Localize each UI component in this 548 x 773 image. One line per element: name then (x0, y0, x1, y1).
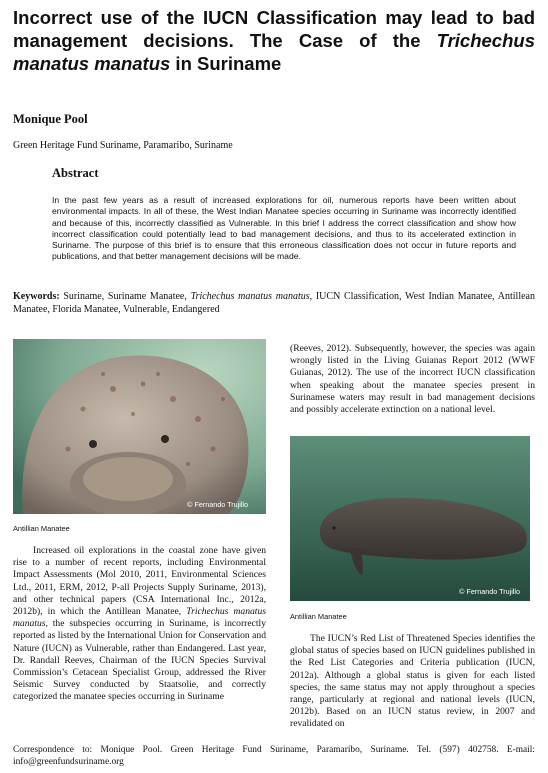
abstract-text: In the past few years as a result of increased explorations for oil, numerous reports have been written about environmental impacts. In all of these, the West Indian Manatee species occurring in Suriname was incorrectly identified and because of this, incorrectly classified as Vulnerable. In this brief I address the correct classification and show how incorrect classification could potentially lead to bad management decisions, and thus to its accelerated extinction in Suriname. The purpose of this brief is to ensure that this erroneous classification does not occur in future reports and publications, and that better management decisions will be made. (52, 195, 516, 262)
manatee-face-illustration (13, 339, 266, 514)
right-column-top-paragraph: (Reeves, 2012). Subsequently, however, the species was again wrongly listed in the Living Guianas Report 2012 (WWF Guianas, 2012). The use of the incorrect IUCN classification when speaking about the manatee species present in Surinamese waters may result in bad management decisions and possibly accelerate extinction on a national level. (290, 343, 535, 416)
manatee-photo-1 (13, 339, 266, 514)
left-column-paragraph (13, 545, 266, 704)
left-para-species: Trichechus manatus manatus (13, 606, 266, 630)
author-name: Monique Pool (13, 112, 88, 126)
photo-1-credit: © Fernando Trujillo (187, 500, 248, 509)
right-column-bottom-paragraph: The IUCN’s Red List of Threatened Species identifies the global status of species based on IUCN guidelines published in the Red List Categories and Criteria publication (IUCN, 2012a). Although a global status is given for each listed species, the same status may not apply throughout a species range, particularly at regional and national levels (IUCN, 2012b). Based on an IUCN status review, in 2007 and revalidated on (290, 633, 535, 730)
manatee-photo-2 (290, 436, 530, 601)
author-affiliation: Green Heritage Fund Suriname, Paramaribo, Suriname (13, 140, 233, 151)
left-para-start: Increased oil explorations in the coastal zone have given rise to a number of recent reports, including Environmental Impact Assessments (Mol 2010, 2011, Environmental Sciences Ltd., 2011, ERM, 2012, P-all Projects Supply Suriname, 2013), and other technical papers (CSA International Inc., 2012a, 2012b), in which the Antillean Manatee, (13, 545, 266, 618)
keywords (13, 291, 535, 316)
correspondence-footer: Correspondence to: Monique Pool. Green Heritage Fund Suriname, Paramaribo, Suriname. Tel. (597) 402758. E-mail: info@greenfundsuriname.org (13, 745, 535, 767)
figure-1-caption: Antillian Manatee (13, 524, 70, 533)
title-part-2: in Suriname (170, 53, 282, 74)
swimming-manatee-illustration (290, 436, 530, 601)
title-part-1: Incorrect use of the IUCN Classification may lead to bad management decisions. The Case of the (13, 7, 535, 51)
left-para-end: , the subspecies occurring in Suriname, is incorrectly reported as listed by the International Union for Conservation and Nature (IUCN) as Vulnerable, rather than Endangered. Last year, Dr. Randall Reeves, Chairman of the IUCN Species Survival Commission’s Cetacean Specialist Group, addressed the River Seismic Survey conducted by Staatsolie, and correctly categorized the manatee species occurring in Suriname (13, 618, 266, 703)
photo-2-credit: © Fernando Trujillo (459, 587, 520, 596)
keywords-before: Suriname, Suriname Manatee, (59, 291, 191, 302)
paper-title (13, 6, 535, 75)
keywords-after: , IUCN Classification, West Indian Manatee, Antillean Manatee, Florida Manatee, Vulnerable, Endangered (13, 291, 535, 315)
title-species: Trichechus manatus manatus (13, 30, 535, 74)
abstract-heading: Abstract (52, 166, 99, 180)
keywords-species: Trichechus manatus manatus (190, 291, 310, 302)
keywords-label: Keywords: (13, 291, 60, 302)
figure-2-caption: Antillian Manatee (290, 612, 347, 621)
